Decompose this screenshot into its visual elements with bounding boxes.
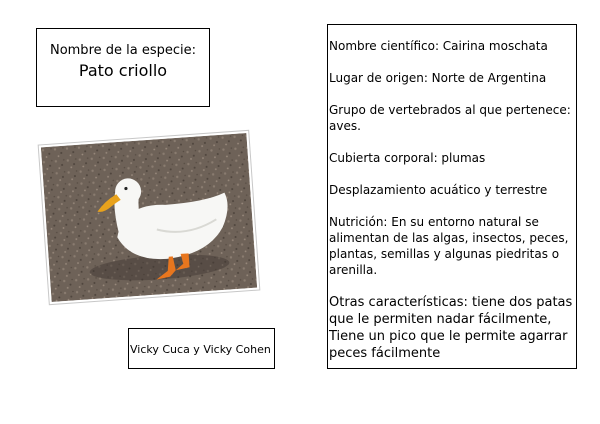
- body-covering: Cubierta corporal: plumas: [329, 151, 486, 165]
- species-info-box: [327, 24, 577, 369]
- authors-text: Vicky Cuca y Vicky Cohen: [130, 343, 271, 356]
- duck-photo-image: [41, 133, 257, 302]
- nutrition: Nutrición: En su entorno natural se alimentan de las algas, insectos, peces, plantas, semillas y algunas piedritas o arenilla.: [329, 215, 569, 277]
- authors-box: [128, 328, 275, 369]
- movement: Desplazamiento acuático y terrestre: [329, 183, 548, 197]
- species-name: Pato criollo: [78, 61, 168, 80]
- origin: Lugar de origen: Norte de Argentina: [329, 71, 547, 85]
- species-name-box: [36, 28, 210, 107]
- other-characteristics: Otras características: tiene dos patas que le permiten nadar fácilmente, Tiene un pico que le permite agarrar peces fácilmente: [329, 295, 573, 361]
- vertebrate-group: Grupo de vertebrados al que pertenece: aves.: [329, 103, 571, 133]
- species-label: Nombre de la especie:: [49, 43, 197, 58]
- duck-photo: [39, 131, 260, 304]
- scientific-name: Nombre científico: Cairina moschata: [329, 39, 548, 53]
